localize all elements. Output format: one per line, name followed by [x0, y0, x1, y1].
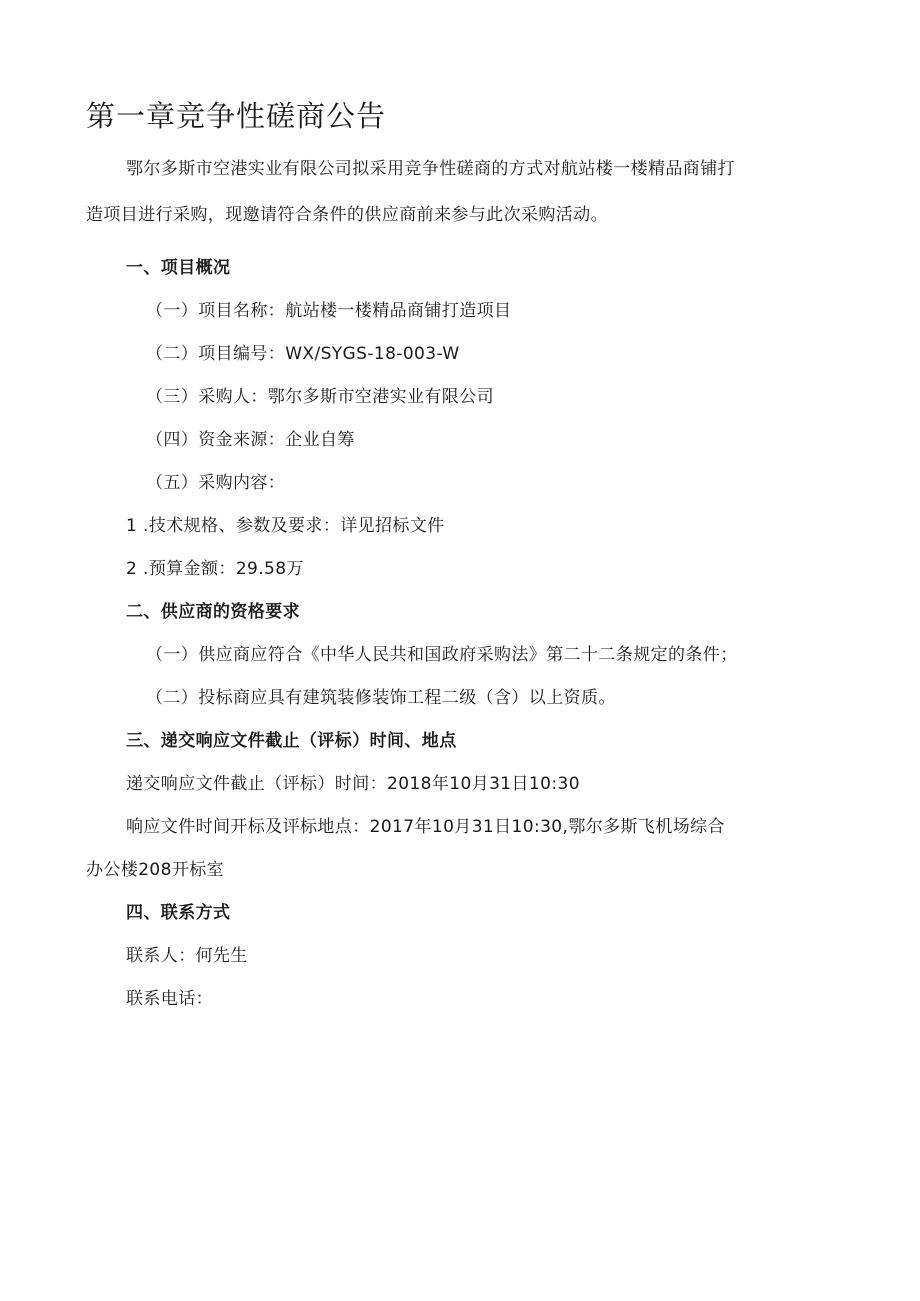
qualification-2: （二）投标商应具有建筑装修装饰工程二级（含）以上资质。	[146, 688, 616, 708]
section-2-heading: 二、供应商的资格要求	[126, 602, 300, 622]
tech-spec: 1 .技术规格、参数及要求：详见招标文件	[126, 516, 445, 536]
contact-phone: 联系电话：	[126, 989, 213, 1009]
fund-source: （四）资金来源：企业自筹	[146, 430, 355, 450]
procurement-content: （五）采购内容：	[146, 473, 286, 493]
submission-deadline: 递交响应文件截止（评标）时间：2018年10月31日10:30	[126, 774, 580, 794]
bid-location-line-2: 办公楼208开标室	[86, 860, 225, 880]
section-1-heading: 一、项目概况	[126, 258, 231, 278]
section-4-heading: 四、联系方式	[126, 903, 231, 923]
purchaser: （三）采购人：鄂尔多斯市空港实业有限公司	[146, 387, 494, 407]
bid-location-line-1: 响应文件时间开标及评标地点：2017年10月31日10:30,鄂尔多斯飞机场综合	[126, 817, 725, 837]
project-number: （二）项目编号：WX/SYGS-18-003-W	[146, 344, 460, 364]
document-title: 第一章竞争性磋商公告	[86, 99, 387, 133]
project-name: （一）项目名称：航站楼一楼精品商铺打造项目	[146, 301, 512, 321]
section-3-heading: 三、递交响应文件截止（评标）时间、地点	[126, 731, 457, 751]
intro-line-2: 造项目进行采购，现邀请符合条件的供应商前来参与此次采购活动。	[86, 205, 608, 225]
intro-line-1: 鄂尔多斯市空港实业有限公司拟采用竞争性磋商的方式对航站楼一楼精品商铺打	[126, 159, 735, 179]
contact-person: 联系人：何先生	[126, 946, 248, 966]
qualification-1: （一）供应商应符合《中华人民共和国政府采购法》第二十二条规定的条件；	[146, 645, 738, 665]
budget-amount: 2 .预算金额：29.58万	[126, 559, 304, 579]
